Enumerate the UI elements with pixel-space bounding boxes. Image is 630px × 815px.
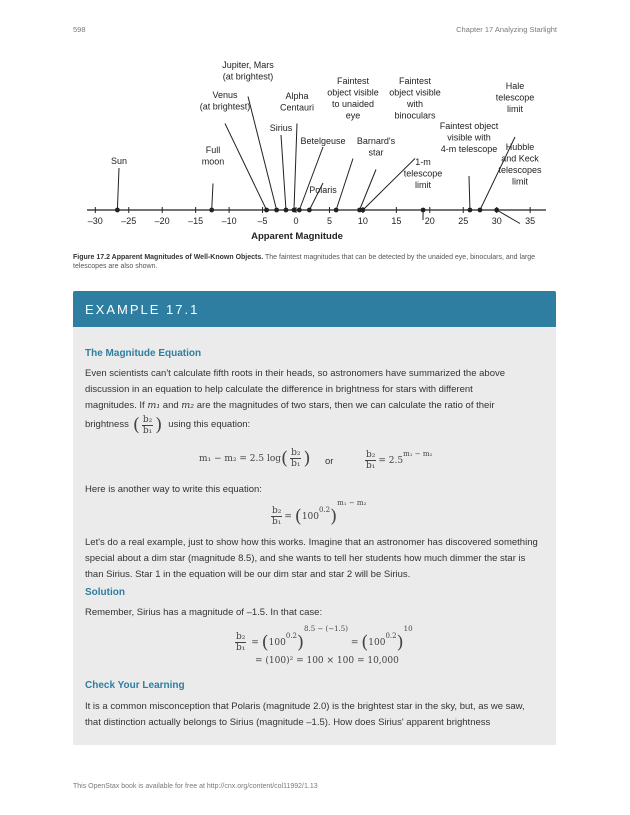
section-title: The Magnitude Equation	[85, 348, 202, 359]
leader-line-telescope-4m	[469, 176, 470, 210]
tick-label: –25	[121, 216, 137, 226]
tick-label: –10	[221, 216, 237, 226]
equation-power: $\frac{\text{b₂}}{\text{b₁}}$ = $2.5^{m_1 - m_2}$	[366, 450, 433, 471]
label-faintest-eye: Faintest object visible to unaided eye	[327, 76, 379, 121]
tick-label: 15	[391, 216, 402, 226]
paragraph-3: Let's do a real example, just to show how this works. Imagine that an astronomer has discovered something special about a dim star (magnitude 8.5), and she wants to tell her students how much dimmer the star is than Sirius. Star 1 in the equation will be our dim star and star 2 will be Sirius.	[85, 537, 538, 580]
magnitude-marker-hubble-keck	[494, 208, 499, 213]
tick-label: –5	[257, 216, 268, 226]
label-full-moon: Full moon	[201, 145, 225, 167]
m1-symbol: m₁	[147, 400, 161, 411]
label-sirius: Sirius	[269, 123, 293, 133]
magnitude-marker-full-moon	[209, 208, 214, 213]
caption-text: The faintest magnitudes that can be detected by the unaided eye, binoculars, and large telescopes are also shown.	[73, 254, 536, 270]
check-title: Check Your Learning	[85, 680, 185, 691]
tick-label: 5	[326, 216, 332, 226]
example-title: EXAMPLE 17.1	[73, 291, 556, 327]
tick-label: –20	[154, 216, 170, 226]
or-text: or	[325, 456, 334, 467]
label-polaris: Polaris	[309, 185, 337, 195]
tick-label: 10	[357, 216, 368, 226]
axis-label: Apparent Magnitude	[251, 231, 343, 242]
magnitude-marker-polaris	[307, 208, 312, 213]
equation-log: m₁ − m₂ = 2.5 log( $\frac{\text{b₂}}{\text{b₁}}$ )	[199, 448, 311, 469]
magnitude-marker-sirius	[284, 208, 289, 213]
leader-line-alpha-centauri	[294, 124, 297, 211]
magnitude-marker-telescope-4m	[468, 208, 473, 213]
paragraph-2: Here is another way to write this equation:	[85, 484, 262, 495]
label-betelgeuse: Betelgeuse	[300, 136, 346, 146]
leader-line-full-moon	[212, 184, 213, 211]
magnitude-marker-faintest-binoculars	[361, 208, 366, 213]
label-faintest-binoculars: Faintest object visible with binoculars	[389, 76, 441, 121]
label-venus: Venus (at brightest)	[199, 90, 251, 112]
magnitude-marker-venus	[264, 208, 269, 213]
magnitude-marker-faintest-eye	[334, 208, 339, 213]
solution-title: Solution	[85, 587, 125, 598]
paragraph-1-line-3: magnitudes. If m₁ and m₂ are the magnitudes of two stars, then we can calculate the ratio of their	[85, 400, 495, 411]
magnitude-marker-hale	[478, 208, 483, 213]
m2-symbol: m₂	[181, 400, 195, 411]
paragraph-1-line-4: brightness ( $\frac{\text{b₂}}{\text{b₁}}$ ) using this equation:	[85, 414, 251, 436]
label-telescope-1m: 1-m telescope limit	[403, 157, 443, 190]
tick-label: 30	[491, 216, 502, 226]
leader-line-sirius	[281, 135, 286, 210]
paragraph-5: It is a common misconception that Polaris (magnitude 2.0) is the brightest star in the sky, but, as we saw, that distinction actually belongs to Sirius (magnitude –1.5). How does Sirius' apparent brightness	[85, 701, 525, 728]
tick-label: 25	[458, 216, 469, 226]
leader-line-barnards	[360, 170, 376, 211]
label-sun: Sun	[110, 156, 128, 166]
equation-example: $\frac{\text{b₂}}{\text{b₁}}$ = $(100^{0.2})^{8.5 - (-1.5)} = (100^{0.2})^{10}$	[236, 625, 413, 653]
label-hubble-keck: Hubble and Keck telescopes limit	[498, 142, 542, 187]
equation-result: = (100)² = 100 × 100 = 10,000	[255, 656, 399, 666]
magnitude-marker-telescope-1m	[421, 208, 426, 213]
paragraph-1: Even scientists can't calculate fifth roots in their heads, so astronomers have summarized the above discussion in an equation to help calculate the difference in brightness for stars with different	[85, 368, 506, 395]
leader-line-venus	[225, 124, 267, 211]
tick-label: –15	[188, 216, 204, 226]
example-box	[73, 291, 556, 745]
leader-line-betelgeuse	[299, 147, 323, 210]
page-number: 598	[73, 25, 86, 34]
magnitude-marker-jupiter-mars	[274, 208, 279, 213]
label-jupiter-mars: Jupiter, Mars (at brightest)	[222, 60, 274, 82]
leader-line-faintest-eye	[336, 159, 353, 211]
magnitude-marker-sun	[115, 208, 120, 213]
leader-line-sun	[117, 168, 119, 210]
tick-label: 0	[293, 216, 299, 226]
label-hale: Hale telescope limit	[495, 81, 535, 114]
paragraph-4: Remember, Sirius has a magnitude of –1.5. In that case:	[85, 607, 323, 618]
tick-label: –30	[87, 216, 103, 226]
equation-alt: $\frac{\text{b₂}}{\text{b₁}}$ = $(100^{0.2})^{m_1 - m_2}$	[272, 499, 367, 527]
leader-line-jupiter-mars	[248, 97, 277, 211]
magnitude-figure	[73, 40, 557, 245]
label-alpha-centauri: Alpha Centauri	[279, 91, 315, 113]
caption-label: Figure 17.2 Apparent Magnitudes of Well-Known Objects.	[73, 254, 264, 261]
tick-label: 20	[424, 216, 435, 226]
magnitude-marker-alpha-centauri	[292, 208, 297, 213]
figure-caption	[73, 253, 557, 271]
footer-text: This OpenStax book is available for free at http://cnx.org/content/col11992/1.13	[73, 783, 318, 790]
label-barnards: Barnard's star	[356, 136, 396, 158]
tick-label: 35	[525, 216, 536, 226]
chapter-title: Chapter 17 Analyzing Starlight	[456, 25, 557, 34]
label-telescope-4m: Faintest object visible with 4-m telescope	[439, 121, 499, 154]
leader-line-faintest-binoculars	[363, 159, 415, 211]
brightness-ratio: ( $\frac{\text{b₂}}{\text{b₁}}$ )	[132, 414, 163, 436]
magnitude-marker-betelgeuse	[297, 208, 302, 213]
